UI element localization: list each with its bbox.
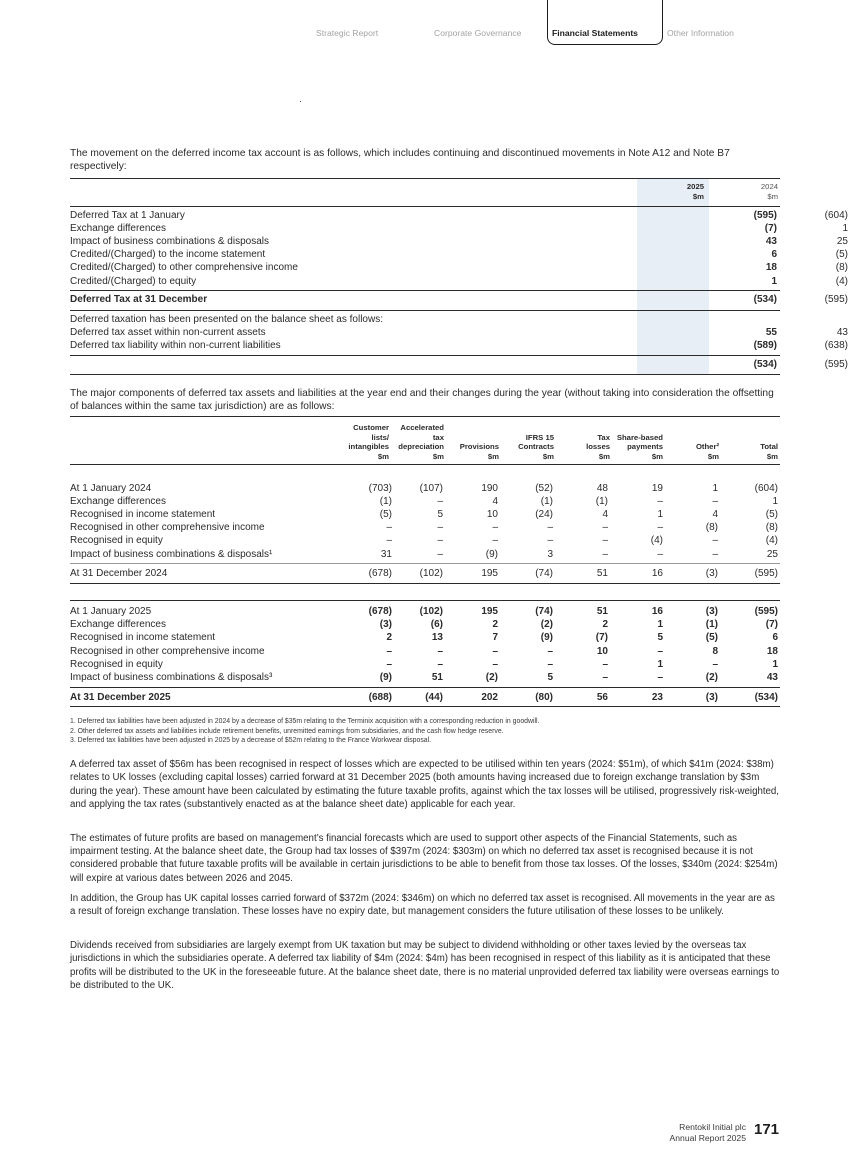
table-rule [70, 374, 780, 375]
table-row: At 1 January 2025 (678) (102) 195 (74) 51 16 (3) (595) [70, 606, 778, 617]
paragraph-capital-losses: In addition, the Group has UK capital losses carried forward of $372m (2024: $346m) on which no deferred tax asset is recognised. All movements in the year are as a result of foreign exchange translation. These losses have no expiry date, but management considers the future utilisation of these losses to be unlikely. [70, 893, 775, 918]
table-row: Exchange differences (7) 1 [70, 222, 848, 234]
table-row: Exchange differences (3) (6) 2 (2) 2 1 (1) (7) [70, 619, 778, 631]
nav-tab-other-information[interactable]: Other Information [667, 28, 734, 38]
nav-tab-corporate-governance[interactable]: Corporate Governance [434, 28, 522, 38]
table-rule [70, 206, 780, 207]
table-row: Deferred tax liability within non-current liabilities (589) (638) [70, 340, 848, 352]
intro-major-components: The major components of deferred tax assets and liabilities at the year end and their changes during the year (without taking into consideration the offsetting of balances within the same tax jurisdiction) are as follows: [70, 388, 774, 413]
col-header-total: Total $m [760, 442, 778, 461]
footnote-3: 3. Deferred tax liabilities have been adjusted in 2025 by a decrease of $52m relating to the France Workwear disposal. [70, 737, 432, 745]
table-row: Recognised in equity – – – – – 1 – 1 [70, 658, 778, 670]
footnotes [70, 717, 780, 746]
table-total-row: Deferred Tax at 31 December (534) (595) [70, 294, 848, 305]
nav-tab-financial-statements[interactable]: Financial Statements [552, 28, 638, 38]
table-rule [70, 600, 780, 601]
table-rule [70, 310, 780, 311]
paragraph-future-profits: The estimates of future profits are based on management’s financial forecasts which are used to support other aspects of the Financial Statements, such as impairment testing. At the balance sheet date, the Group had tax losses of $397m (2024: $303m) on which no deferred tax asset is recognised because it is not considered probable that future taxable profits will be available in certain jurisdictions to be able to benefit from those tax losses. Of the losses, $340m (2024: $254m) will expire at various dates between 2026 and 2045. [70, 832, 778, 884]
table-rule [70, 706, 780, 707]
table-row: At 1 January 2024 (703) (107) 190 (52) 48 19 1 (604) [70, 482, 778, 494]
col-header-provisions: Provisions $m [459, 442, 499, 461]
table-rule [70, 416, 780, 417]
table-row: Exchange differences (1) – 4 (1) (1) – – 1 [70, 495, 778, 507]
table-rule [70, 178, 780, 179]
footer-company-report [670, 1122, 746, 1144]
table-row: Deferred tax asset within non-current assets 55 43 [70, 327, 848, 339]
footnote-2: 2. Other deferred tax assets and liabilities include retirement benefits, unremitted earnings from subsidiaries, and the cash flow hedge reserve. [70, 727, 504, 735]
table-rule [70, 464, 780, 465]
table-row: Impact of business combinations & disposals³ (9) 51 (2) 5 – – (2) 43 [70, 672, 778, 683]
table-row: Deferred taxation has been presented on the balance sheet as follows: [70, 314, 383, 325]
table-row: Impact of business combinations & disposals¹ 31 – (9) 3 – – – 25 [70, 548, 778, 560]
paragraph-deferred-tax-asset: A deferred tax asset of $56m has been recognised in respect of losses which are expected to be utilised within ten years (2024: $51m), of which $41m (2024: $38m) relates to UK losses (excluding capital losses) carried forward at 31 December 2025 (both amounts having increased due to foreign exchange translation by $3m during the year). These amount have been calculated by estimating the future taxable profits, against which the tax losses will be utilised, progressively risk-weighted, and applying the tax rates (substantively enacted as at the balance sheet date) applicable for each year. [70, 759, 779, 811]
table-row: Credited/(Charged) to equity 1 (4) [70, 275, 848, 287]
footer-report: Annual Report 2025 [669, 1133, 746, 1143]
table-row: Deferred Tax at 1 January (595) (604) [70, 209, 848, 221]
table-rule [70, 563, 780, 564]
table-row: Credited/(Charged) to other comprehensive income 18 (8) [70, 262, 848, 274]
col-header-share-based-payments: Share-based payments $m [616, 432, 663, 461]
table-rule [70, 290, 780, 291]
section-nav [0, 0, 825, 46]
table-rule [70, 583, 780, 584]
col-header-ifrs15: IFRS 15 Contracts $m [518, 432, 554, 461]
col-header-tax-losses: Tax losses $m [586, 432, 610, 461]
col-header-customer-lists: Customer lists/ intangibles $m [348, 423, 389, 461]
table-row: Recognised in income statement (5) 5 10 (24) 4 1 4 (5) [70, 508, 778, 520]
table-row: Recognised in equity – – – – – (4) – (4) [70, 535, 778, 547]
stray-mark [300, 101, 301, 102]
col-header-accelerated-depreciation: Accelerated tax depreciation $m [398, 423, 444, 461]
table-total-row: (534) (595) [753, 359, 848, 370]
table-row: Recognised in other comprehensive income – – – – – – (8) (8) [70, 522, 778, 534]
footer-company: Rentokil Initial plc [679, 1122, 746, 1132]
nav-tab-strategic-report[interactable]: Strategic Report [316, 28, 379, 38]
col-header-2024: 2024 $m [760, 182, 778, 201]
table-row: Recognised in other comprehensive income – – – – 10 – 8 18 [70, 645, 778, 657]
table-rule [70, 687, 780, 688]
col-header-other: Other² $m [695, 442, 719, 461]
page-number: 171 [754, 1121, 780, 1138]
col-header-2025: 2025 $m [686, 182, 704, 201]
table-total-row: At 31 December 2024 (678) (102) 195 (74) 51 16 (3) (595) [70, 568, 778, 579]
table-row: Impact of business combinations & disposals 43 25 [70, 235, 848, 247]
table-row: Credited/(Charged) to the income statement 6 (5) [70, 249, 848, 261]
nav-active-tab-frame [547, 0, 663, 45]
footnote-1: 1. Deferred tax liabilities have been adjusted in 2024 by a decrease of $35m relating to the Terminix acquisition with a corresponding reduction in goodwill. [70, 718, 540, 725]
table-rule [70, 355, 780, 356]
intro-deferred-tax-movement: The movement on the deferred income tax account is as follows, which includes continuing and discontinued movements in Note A12 and Note B7 respectively: [70, 148, 730, 173]
table-total-row: At 31 December 2025 (688) (44) 202 (80) 56 23 (3) (534) [70, 691, 778, 703]
paragraph-dividends: Dividends received from subsidiaries are largely exempt from UK taxation but may be subject to dividend withholding or other taxes levied by the overseas tax jurisdictions in which the subsidiaries operate. A deferred tax liability of $4m (2024: $4m) has been recognised in respect of this liability as it is anticipated that these profits will be distributed to the UK in the foreseeable future. At the balance sheet date, there is no material unprovided deferred tax liability were overseas earnings to be distributed to the UK. [70, 940, 780, 992]
table-row: Recognised in income statement 2 13 7 (9) (7) 5 (5) 6 [70, 632, 778, 644]
